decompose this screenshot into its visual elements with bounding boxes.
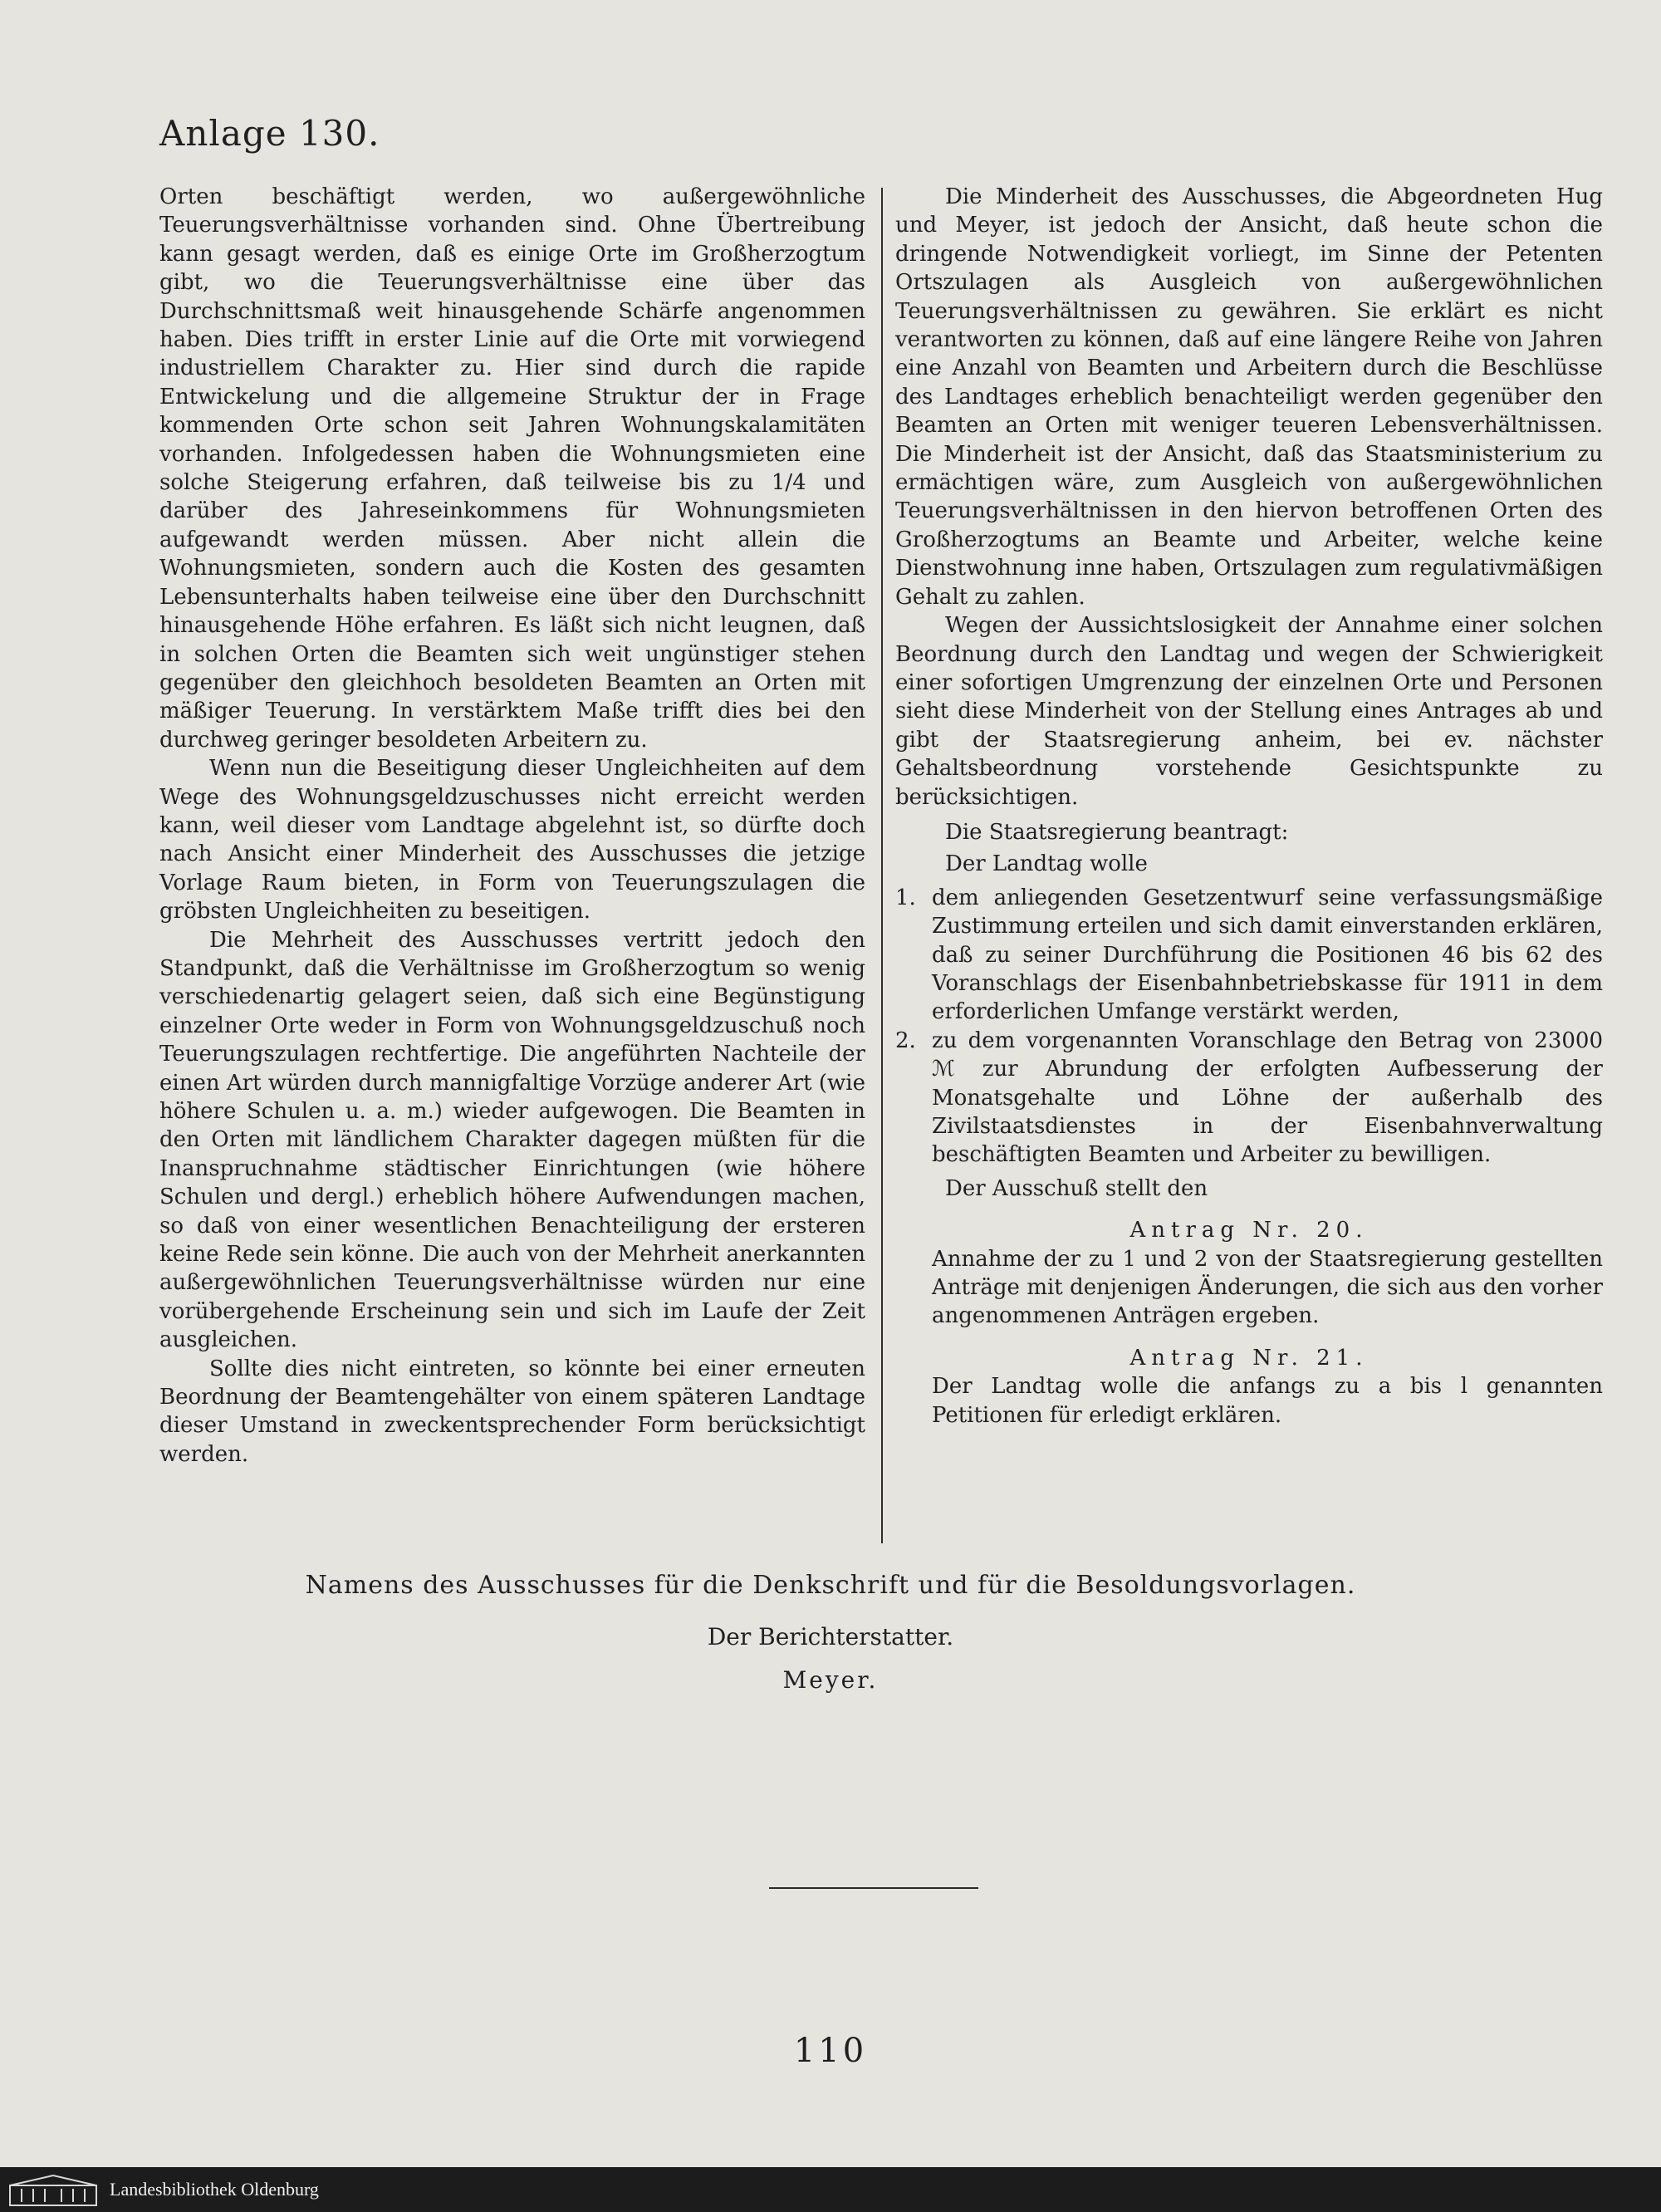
item-number: 2. — [895, 1028, 916, 1053]
left-column — [159, 183, 865, 1469]
committee-signature: Namens des Ausschusses für die Denkschrift und für die Besoldungsvorlagen. — [305, 1571, 1356, 1600]
footer-bar — [0, 2167, 1661, 2212]
paragraph: Die Mehrheit des Ausschusses vertritt jedoch den Standpunkt, daß die Verhältnisse im Großherzogtum so wenig verschiedenartig gelagert seien, daß sich eine Begünstigung einzelner Orte weder in Form von Wohnungsgeldzuschuß noch Teuerungszulagen rechtfertige. Die angeführten Nachteile der einen Art würden durch mannigfaltige Vorzüge anderer Art (wie höhere Schulen u. a. m.) wieder aufgewogen. Die Beamten in den Orten mit ländlichem Charakter dagegen müßten für die Inanspruchnahme städtischer Einrichtungen (wie höhere Schulen und dergl.) erheblich höhere Aufwendungen machen, so daß von einer wesentlichen Benachteiligung der ersteren keine Rede sein könne. Die auch von der Mehrheit anerkannten außergewöhnlichen Teuerungsverhältnisse würden nur eine vorübergehende Erscheinung sein und sich im Laufe der Zeit ausgleichen. — [159, 927, 865, 1353]
list-item — [895, 1027, 1603, 1170]
government-intro: Die Staatsregierung beantragt: — [945, 819, 1289, 845]
right-column — [895, 183, 1603, 1430]
item-number: 1. — [895, 885, 916, 910]
committee-intro: Der Ausschuß stellt den — [945, 1175, 1208, 1201]
antrag-21-heading: Antrag Nr. 21. — [1129, 1345, 1369, 1371]
paragraph: Orten beschäftigt werden, wo außergewöhnliche Teuerungsverhältnisse vorhanden sind. Ohne Übertreibung kann gesagt werden, daß es einige Orte im Großherzogtum gibt, wo die Teuerungsverhältnisse eine über das Durchschnittsmaß weit hinausgehende Schärfe angenommen haben. Dies trifft in erster Linie auf die Orte mit vorwiegend industriellem Charakter zu. Hier sind durch die rapide Entwickelung und die allgemeine Struktur der in Frage kommenden Orte schon seit Jahren Wohnungskalamitäten vorhanden. Infolgedessen haben die Wohnungsmieten eine solche Steigerung erfahren, daß teilweise bis zu 1/4 und darüber des Jahreseinkommens für Wohnungsmieten aufgewandt werden müssen. Aber nicht allein die Wohnungsmieten, sondern auch die Kosten des gesamten Lebensunterhalts haben teilweise eine über den Durchschnitt hinausgehende Höhe erfahren. Es läßt sich nicht leugnen, daß in solchen Orten die Beamten sich weit ungünstiger stehen gegenüber den gleichhoch besoldeten Beamten an Orten mit mäßiger Teuerung. In verstärktem Maße trifft dies bei den durchweg geringer besoldeten Arbeitern zu. — [159, 184, 865, 753]
library-name: Landesbibliothek Oldenburg — [110, 2179, 319, 2200]
library-building-icon — [8, 2174, 98, 2207]
item-text: dem anliegenden Gesetzentwurf seine verfassungsmäßige Zustimmung erteilen und sich damit einverstanden erklären, daß zu seiner Durchführung die Positionen 46 bis 62 des Voranschlags der Eisenbahnbetriebskasse für 1911 in dem erforderlichen Umfange verstärkt werden, — [932, 885, 1603, 1025]
list-item — [895, 884, 1603, 1027]
paragraph: Sollte dies nicht eintreten, so könnte bei einer erneuten Beordnung der Beamtengehälter von einem späteren Landtage dieser Umstand in zweckentsprechender Form berücksichtigt werden. — [159, 1356, 865, 1467]
page-title: Anlage 130. — [159, 113, 380, 154]
antrag-21-text: Der Landtag wolle die anfangs zu a bis l genannten Petitionen für erledigt erklären. — [932, 1374, 1603, 1428]
paragraph: Wegen der Aussichtslosigkeit der Annahme einer solchen Beordnung durch den Landtag und wegen der Schwierigkeit einer sofortigen Umgrenzung der einzelnen Orte und Personen sieht diese Minderheit von der Stellung eines Antrages ab und gibt der Staatsregierung anheim, bei ev. nächster Gehaltsbeordnung vorstehende Gesichtspunkte zu berücksichtigen. — [895, 613, 1603, 810]
signature-name: Meyer. — [782, 1666, 879, 1694]
separator-rule — [769, 1887, 978, 1889]
item-text: zu dem vorgenannten Voranschlage den Betrag von 23000 ℳ zur Abrundung der erfolgten Aufbesserung der Monatsgehalte und Löhne der außerhalb des Zivilstaatsdienstes in der Eisenbahnverwaltung beschäftigten Beamten und Arbeiter zu bewilligen. — [932, 1028, 1603, 1168]
column-divider — [881, 188, 883, 1543]
antrag-20-text: Annahme der zu 1 und 2 von der Staatsregierung gestellten Anträge mit denjenigen Änderungen, die sich aus den vorher angenommenen Anträgen ergeben. — [932, 1246, 1603, 1329]
signature-role: Der Berichterstatter. — [707, 1623, 954, 1650]
page-number: 110 — [793, 2032, 868, 2070]
paragraph: Die Minderheit des Ausschusses, die Abgeordneten Hug und Meyer, ist jedoch der Ansicht, daß heute schon die dringende Notwendigkeit vorliegt, im Sinne der Petenten Ortszulagen als Ausgleich von außergewöhnlichen Teuerungsverhältnissen zu gewähren. Sie erklärt es nicht verantworten zu können, daß auf eine längere Reihe von Jahren eine Anzahl von Beamten und Arbeitern durch die Beschlüsse des Landtages erheblich benachteiligt werden gegenüber den Beamten an Orten mit weniger teueren Lebensverhältnissen. Die Minderheit ist der Ansicht, daß das Staatsministerium zu ermächtigen wäre, zum Ausgleich von außergewöhnlichen Teuerungsverhältnissen in den hiervon betroffenen Orten des Großherzogtums an Beamte und Arbeiter, welche keine Dienstwohnung inne haben, Ortszulagen zum regulativmäßigen Gehalt zu zahlen. — [895, 184, 1603, 610]
motion-list — [895, 884, 1603, 1170]
paragraph: Wenn nun die Beseitigung dieser Ungleichheiten auf dem Wege des Wohnungsgeldzuschusses nicht erreicht werden kann, weil dieser vom Landtage abgelehnt ist, so dürfte doch nach Ansicht einer Minderheit des Ausschusses die jetzige Vorlage Raum bieten, in Form von Teuerungszulagen die gröbsten Ungleichheiten zu beseitigen. — [159, 756, 865, 925]
landtag-wolle: Der Landtag wolle — [945, 851, 1148, 877]
antrag-20-heading: Antrag Nr. 20. — [1129, 1218, 1369, 1243]
